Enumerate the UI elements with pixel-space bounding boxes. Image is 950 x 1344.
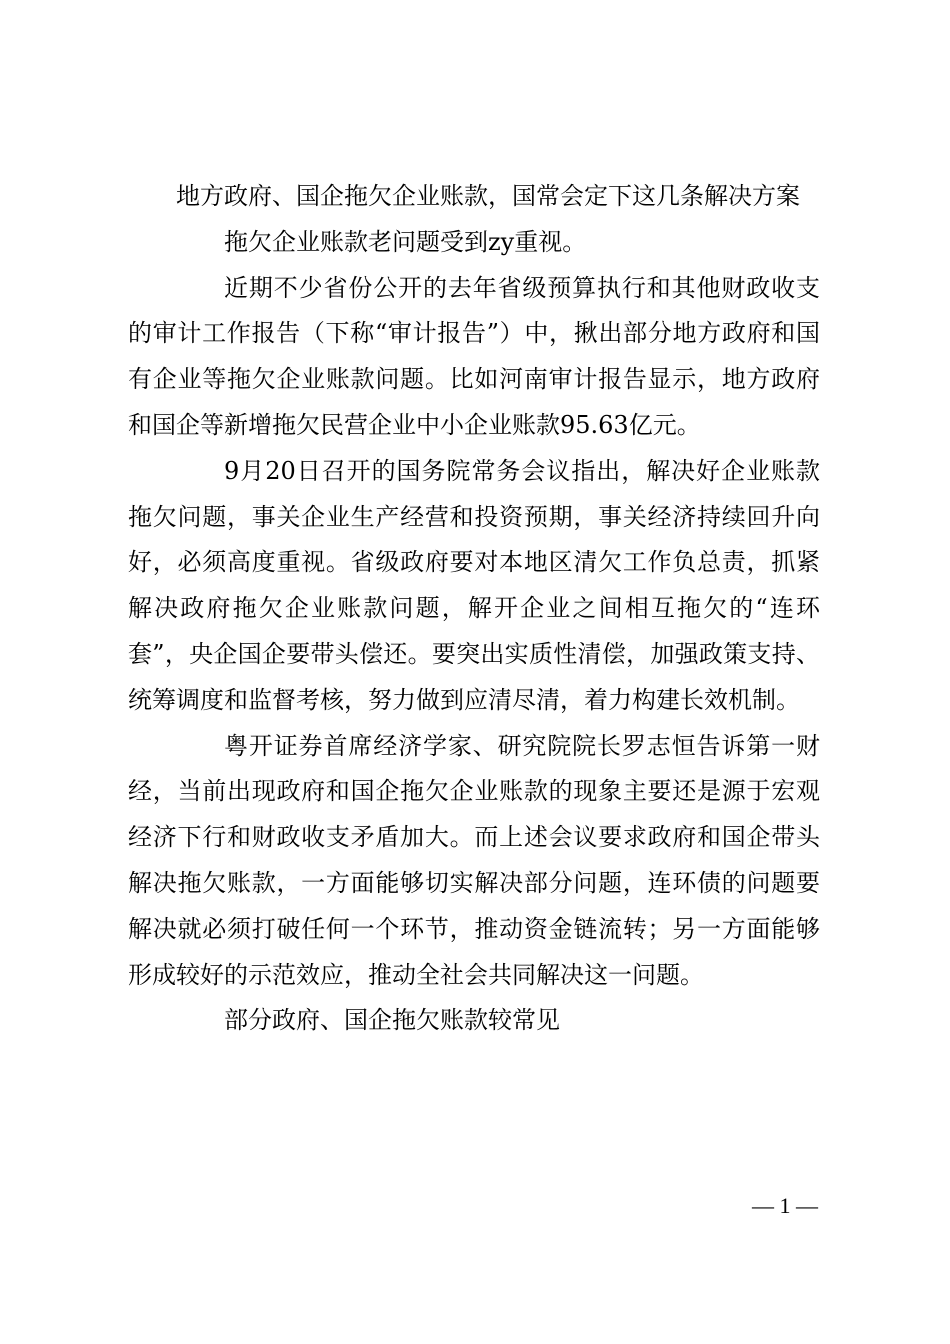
- paragraph-3: 9月20日召开的国务院常务会议指出，解决好企业账款拖欠问题，事关企业生产经营和投资预期，事关经济持续回升向好，必须高度重视。省级政府要对本地区清欠工作负总责，抓紧解决政府拖欠企业账款问题，解开企业之间相互拖欠的“连环套”，央企国企要带头偿还。要突出实质性清偿，加强政策支持、统筹调度和监督考核，努力做到应清尽清，着力构建长效机制。: [128, 456, 820, 714]
- document-body: [128, 174, 820, 1044]
- paragraph-2: 近期不少省份公开的去年省级预算执行和其他财政收支的审计工作报告（下称“审计报告”）中，揪出部分地方政府和国有企业等拖欠企业账款问题。比如河南审计报告显示，地方政府和国企等新增拖欠民营企业中小企业账款95.63亿元。: [128, 273, 820, 439]
- section-heading: 部分政府、国企拖欠账款较常见: [224, 1006, 560, 1035]
- page-number: — 1 —: [752, 1193, 818, 1218]
- article-title: 地方政府、国企拖欠企业账款，国常会定下这几条解决方案: [176, 182, 800, 210]
- paragraph-1: 拖欠企业账款老问题受到zy重视。: [224, 227, 587, 256]
- paragraph-4: 粤开证券首席经济学家、研究院院长罗志恒告诉第一财经，当前出现政府和国企拖欠企业账款的现象主要还是源于宏观经济下行和财政收支矛盾加大。而上述会议要求政府和国企带头解决拖欠账款，一方面能够切实解决部分问题，连环债的问题要解决就必须打破任何一个环节，推动资金链流转；另一方面能够形成较好的示范效应，推动全社会共同解决这一问题。: [128, 731, 820, 989]
